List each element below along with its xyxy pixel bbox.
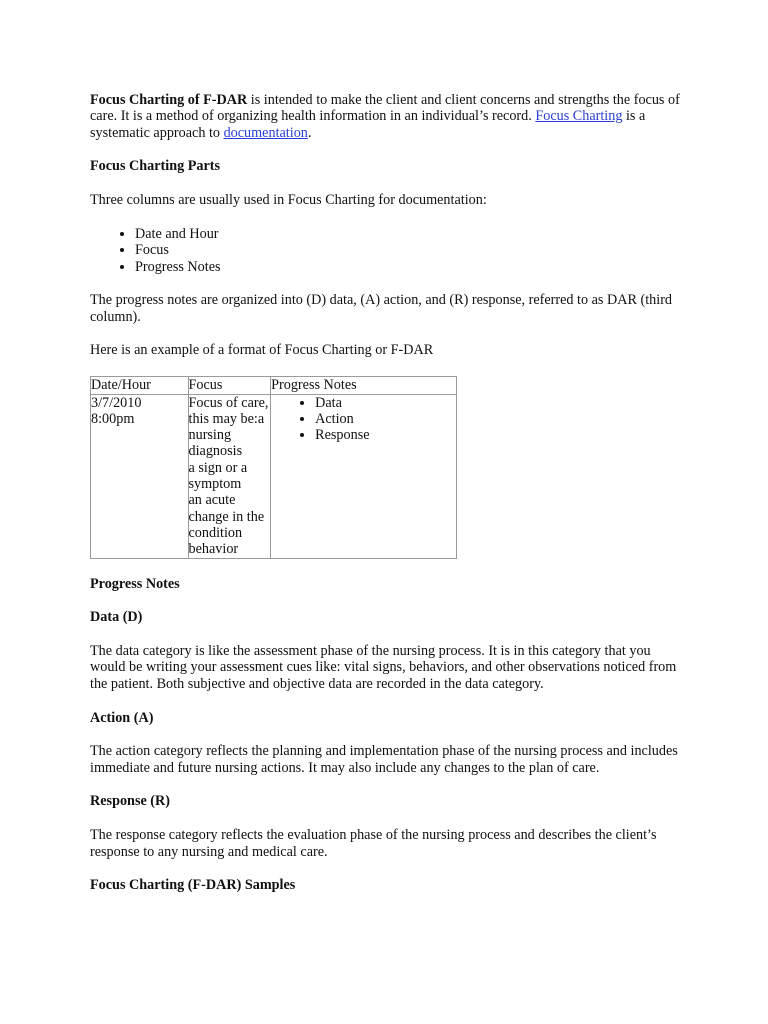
document-body [90, 92, 680, 911]
focus-line: nursing [188, 427, 232, 444]
focus-line: a sign or a [188, 459, 248, 476]
table-row [91, 394, 457, 558]
progress-notes-heading: Progress Notes [90, 575, 180, 592]
header-date-hour: Date/Hour [91, 377, 189, 394]
documentation-link[interactable]: documentation [223, 124, 308, 141]
cell-hour: 8:00pm [91, 410, 135, 427]
parts-list-item-progress-notes: • Progress Notes [135, 259, 680, 275]
response-paragraph: The response category reflects the evaluation phase of the nursing process and describes the client’s response to any nursing and medical care. [90, 827, 657, 860]
intro-text-2: is a systematic approach to [90, 108, 646, 141]
notes-item-response: • Response [315, 427, 456, 443]
example-intro: Here is an example of a format of Focus Charting or F-DAR [90, 342, 434, 359]
data-paragraph: The data category is like the assessment phase of the nursing process. It is in this category that you would be writing your assessment cues like: vital signs, behaviors, and other observations noticed from the patient. Both subjective and objective data are recorded in the data category. [90, 643, 677, 692]
parts-list-item-date-hour: • Date and Hour [135, 226, 680, 242]
notes-item-data: • Data [315, 395, 456, 411]
focus-line: symptom [188, 476, 242, 493]
response-heading: Response (R) [90, 793, 170, 810]
header-progress-notes: Progress Notes [271, 377, 457, 394]
intro-text-1: is intended to make the client and client concerns and strengths the focus of care. It is a method of organizing health information in an individual’s record. [90, 92, 680, 125]
focus-charting-parts-heading: Focus Charting Parts [90, 158, 221, 175]
focus-line: behavior [188, 541, 239, 558]
action-heading: Action (A) [90, 709, 154, 726]
cell-progress-notes [271, 394, 457, 558]
focus-line: condition [188, 524, 243, 541]
parts-intro: Three columns are usually used in Focus Charting for documentation: [90, 192, 487, 209]
focus-line: this may be:a [188, 410, 265, 427]
focus-line: Focus of care, [188, 394, 269, 411]
table-header-row [91, 377, 457, 394]
cell-focus [188, 394, 271, 558]
data-heading: Data (D) [90, 609, 143, 626]
header-focus: Focus [188, 377, 271, 394]
notes-item-action: • Action [315, 411, 456, 427]
fdar-example-table [90, 376, 457, 558]
focus-line: diagnosis [188, 443, 243, 460]
dar-paragraph: The progress notes are organized into (D) data, (A) action, and (R) response, referred to as DAR (third column). [90, 292, 673, 325]
parts-list [90, 226, 680, 275]
focus-line: an acute [188, 492, 236, 509]
notes-list [271, 395, 456, 444]
action-paragraph: The action category reflects the planning and implementation phase of the nursing process and includes immediate and future nursing actions. It may also include any changes to the plan of care. [90, 743, 678, 776]
cell-date: 3/7/2010 [91, 394, 142, 411]
focus-charting-link[interactable]: Focus Charting [535, 108, 623, 125]
parts-list-item-focus: • Focus [135, 242, 680, 258]
samples-heading: Focus Charting (F-DAR) Samples [90, 877, 296, 894]
cell-date-hour [91, 394, 189, 558]
intro-bold-term: Focus Charting of F-DAR [90, 92, 248, 108]
intro-paragraph [90, 92, 680, 141]
intro-text-3: . [307, 124, 312, 141]
focus-line: change in the [188, 508, 265, 525]
